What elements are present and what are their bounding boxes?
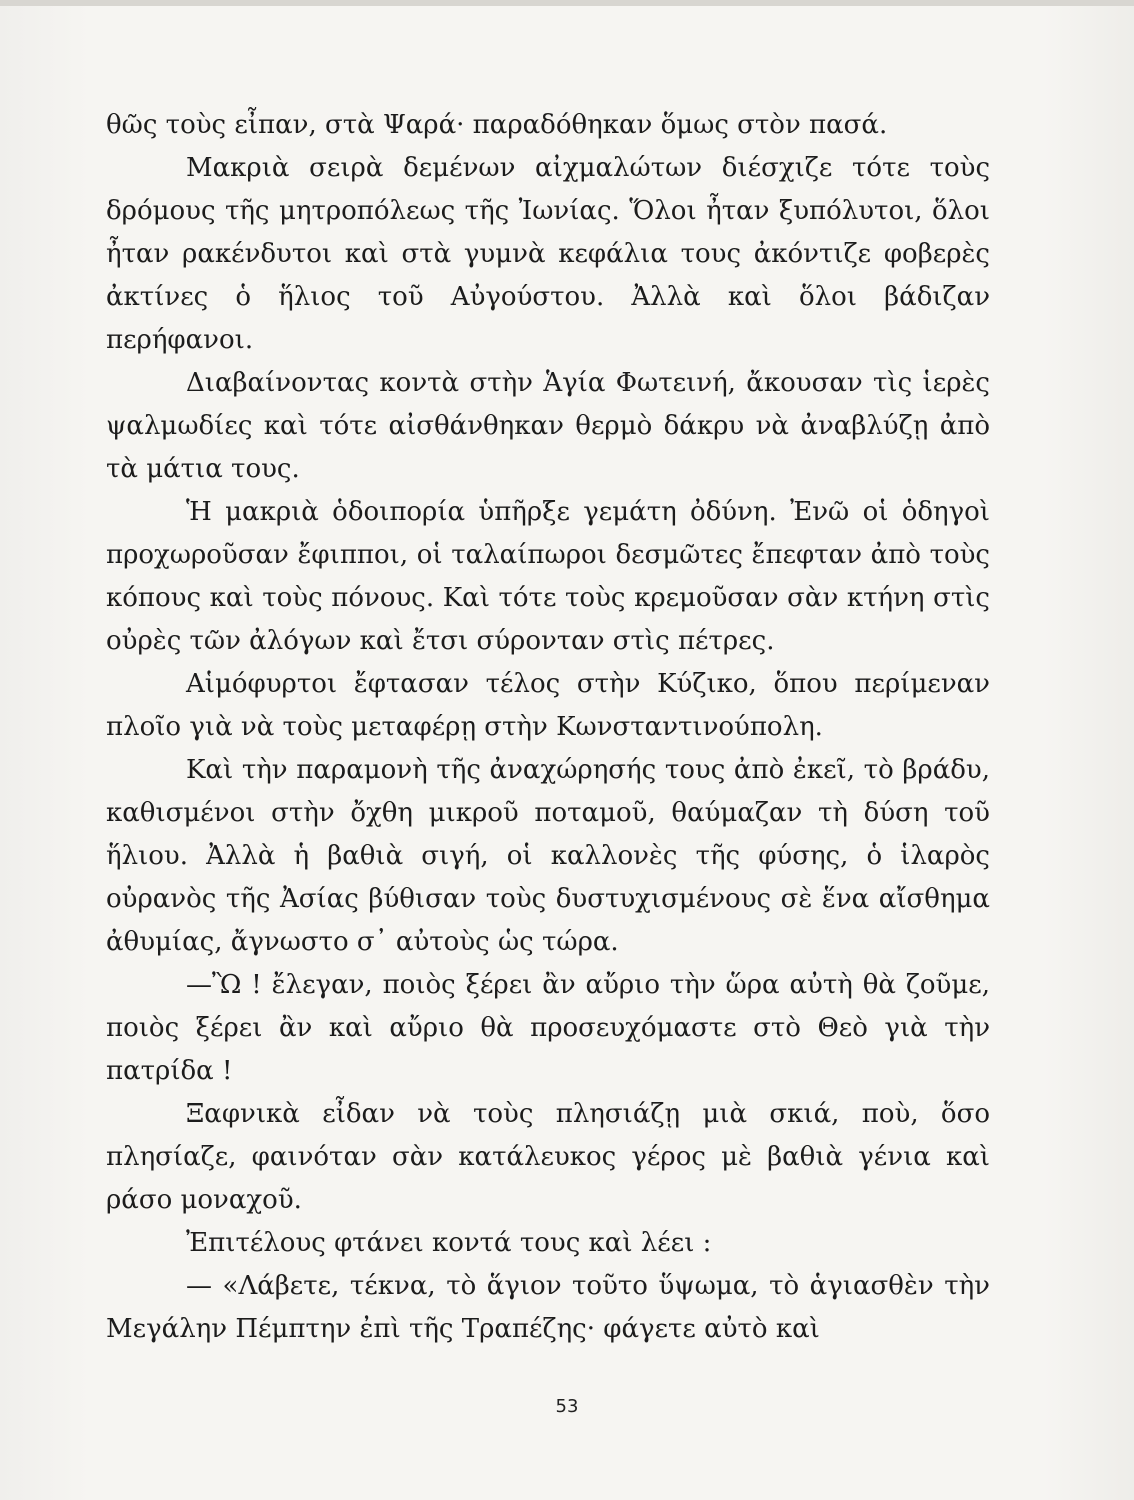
paragraph-4: Ἡ μακριὰ ὁδοιπορία ὑπῆρξε γεμάτη ὀδύνη. Ἐνῶ οἱ ὁδηγοὶ προχωροῦσαν ἔφιπποι, οἱ ταλαίπωροι δεσμῶτες ἔπεφταν ἀπὸ τοὺς κόπους καὶ τοὺς πόνους. Καὶ τότε τοὺς κρεμοῦσαν σὰν κτήνη στὶς οὐρὲς τῶν ἀλόγων καὶ ἔτσι σύρονταν στὶς πέτρες. — [106, 497, 990, 656]
page-number: 53 — [555, 1396, 579, 1417]
paragraph-1: θῶς τοὺς εἶπαν, στὰ Ψαρά· παραδόθηκαν ὅμως στὸν πασά. — [106, 110, 888, 140]
paragraph-2: Μακριὰ σειρὰ δεμένων αἰχμαλώτων διέσχιζε τότε τοὺς δρόμους τῆς μητροπόλεως τῆς Ἰωνίας. Ὅλοι ἦταν ξυπόλυτοι, ὅλοι ἦταν ρακένδυτοι καὶ στὰ γυμνὰ κεφάλια τους ἀκόντιζε φοβερὲς ἀκτίνες ὁ ἥλιος τοῦ Αὐγούστου. Ἀλλὰ καὶ ὅλοι βάδιζαν περήφανοι. — [106, 153, 990, 355]
paragraph-5: Αἱμόφυρτοι ἔφτασαν τέλος στὴν Κύζικο, ὅπου περίμεναν πλοῖο γιὰ νὰ τοὺς μεταφέρῃ στὴν Κωνσταντινούπολη. — [106, 669, 990, 742]
paragraph-10: — «Λάβετε, τέκνα, τὸ ἅγιον τοῦτο ὕψωμα, τὸ ἁγιασθὲν τὴν Μεγάλην Πέμπτην ἐπὶ τῆς Τραπέζης· φάγετε αὐτὸ καὶ — [106, 1271, 990, 1344]
page-edge — [0, 0, 1134, 6]
body-text — [106, 104, 990, 1351]
paragraph-7: —Ὢ ! ἔλεγαν, ποιὸς ξέρει ἂν αὔριο τὴν ὥρα αὐτὴ θὰ ζοῦμε, ποιὸς ξέρει ἂν καὶ αὔριο θὰ προσευχόμαστε στὸ Θεὸ γιὰ τὴν πατρίδα ! — [106, 970, 990, 1086]
paragraph-9: Ἐπιτέλους φτάνει κοντά τους καὶ λέει : — [186, 1228, 712, 1258]
paragraph-6: Καὶ τὴν παραμονὴ τῆς ἀναχώρησής τους ἀπὸ ἐκεῖ, τὸ βράδυ, καθισμένοι στὴν ὄχθη μικροῦ ποταμοῦ, θαύμαζαν τὴ δύση τοῦ ἥλιου. Ἀλλὰ ἡ βαθιὰ σιγή, οἱ καλλονὲς τῆς φύσης, ὁ ἱλαρὸς οὐρανὸς τῆς Ἀσίας βύθισαν τοὺς δυστυχισμένους σὲ ἕνα αἴσθημα ἀθυμίας, ἄγνωστο σ᾿ αὐτοὺς ὡς τώρα. — [106, 755, 990, 957]
paragraph-8: Ξαφνικὰ εἶδαν νὰ τοὺς πλησιάζῃ μιὰ σκιά, ποὺ, ὅσο πλησίαζε, φαινόταν σὰν κατάλευκος γέρος μὲ βαθιὰ γένια καὶ ράσο μοναχοῦ. — [106, 1099, 990, 1215]
paragraph-3: Διαβαίνοντας κοντὰ στὴν Ἁγία Φωτεινή, ἄκουσαν τὶς ἱερὲς ψαλμωδίες καὶ τότε αἰσθάνθηκαν θερμὸ δάκρυ νὰ ἀναβλύζῃ ἀπὸ τὰ μάτια τους. — [106, 368, 990, 484]
